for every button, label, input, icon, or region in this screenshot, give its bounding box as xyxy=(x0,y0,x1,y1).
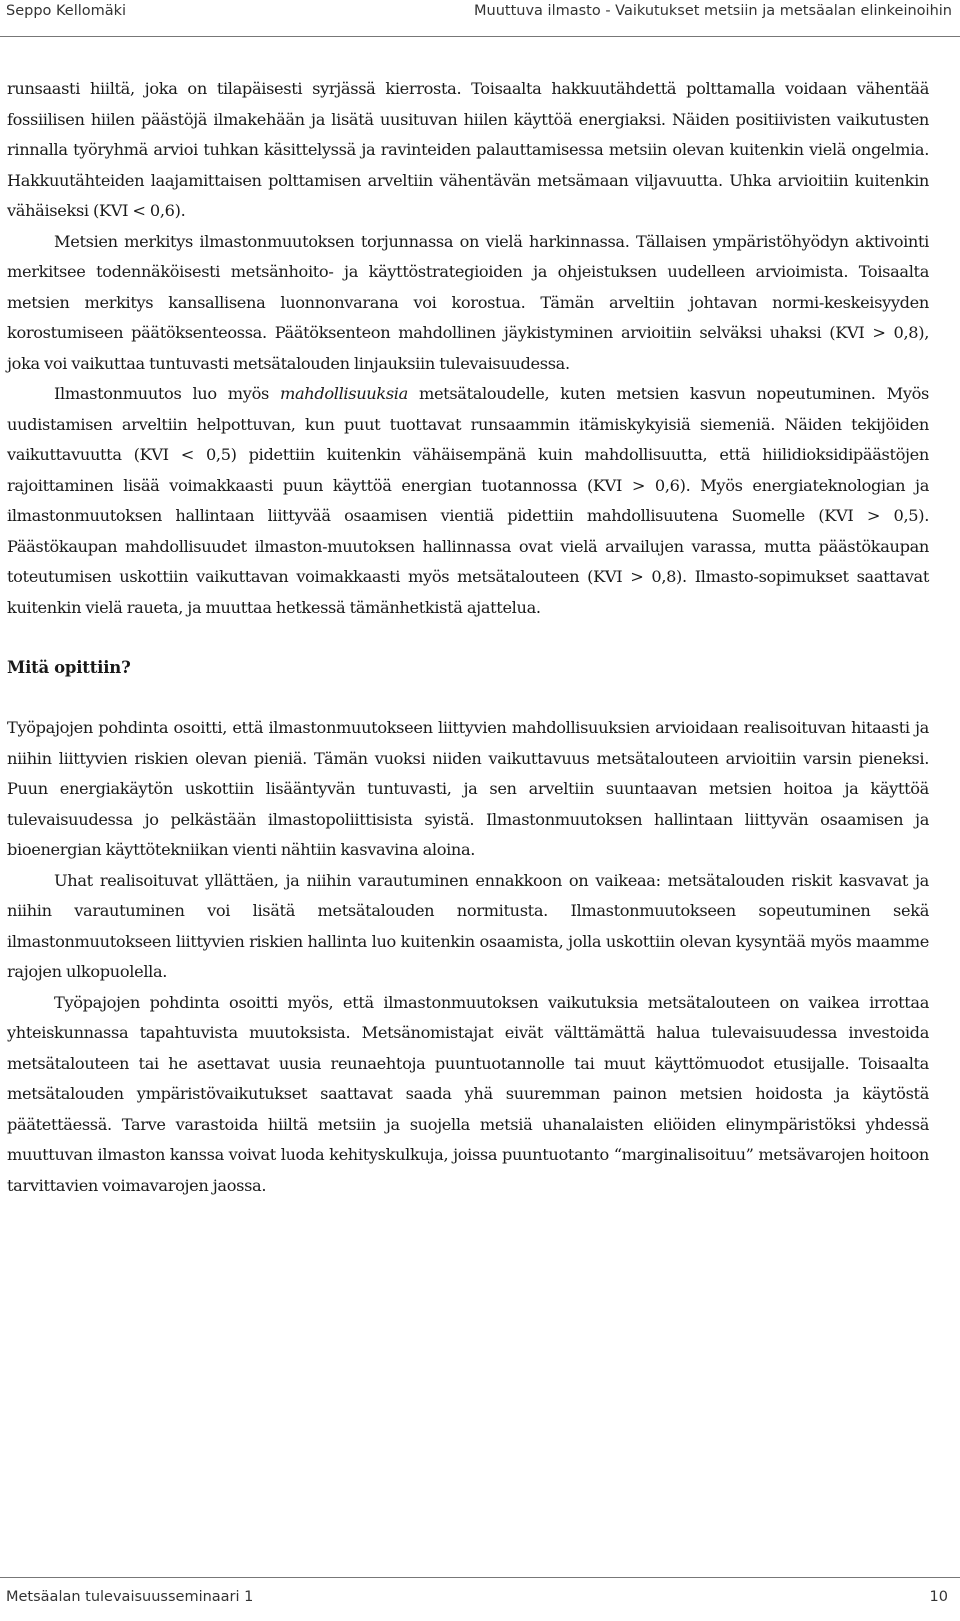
paragraph-6: Työpajojen pohdinta osoitti myös, että ilmastonmuutoksen vaikutuksia metsätalouteen on vaikea irrottaa yhteiskunnassa tapahtuvista muutoksista. Metsänomistajat eivät välttämättä halua tulevaisuudessa investoida metsätalouteen tai he asettavat uusia reunaehtoja puuntuotannolle tai muut käyttömuodot etusijalle. Toisaalta metsätalouden ympäristövaikutukset saattavat saada yhä suuremman painon metsien hoidosta ja käytöstä päätettäessä. Tarve varastoida hiiltä metsiin ja suojella metsiä uhanalaisten eliöiden elinympäristöksi yhdessä muuttuvan ilmaston kanssa voivat luoda kehityskulkuja, joissa puuntuotanto “marginalisoituu” metsävarojen hoitoon tarvittavien voimavarojen jaossa. xyxy=(7,992,929,1195)
paragraph-3 xyxy=(7,379,929,623)
page-number: 10 xyxy=(929,1589,948,1605)
page-header xyxy=(0,0,960,36)
header-author: Seppo Kellomäki xyxy=(6,3,127,19)
paragraph-2: Metsien merkitys ilmastonmuutoksen torjunnassa on vielä harkinnassa. Tällaisen ympäristöhyödyn aktivointi merkitsee todennäköisesti metsänhoito- ja käyttöstrategioiden ja ohjeistuksen uudelleen arvioimista. Toisaalta metsien merkitys kansallisena luonnonvarana voi korostua. Tämän arveltiin johtavan normi-keskeisyyden korostumiseen päätöksenteossa. Päätöksenteon mahdollinen jäykistyminen arvioitiin selväksi uhaksi (KVI > 0,8), joka voi vaikuttaa tuntuvasti metsätalouden linjauksiin tulevaisuudessa. xyxy=(7,231,929,373)
footer-series-title: Metsäalan tulevaisuusseminaari 1 xyxy=(6,1589,254,1605)
paragraph-3-start: Ilmastonmuutos luo myös xyxy=(54,384,280,403)
page-footer xyxy=(0,1577,960,1621)
header-divider xyxy=(0,36,960,37)
paragraph-3-rest: metsätaloudelle, kuten metsien kasvun nopeutuminen. Myös uudistamisen arveltiin helpottuvan, kun puut tuottavat runsaammin itämiskykyisiä siemeniä. Näiden tekijöiden vaikuttavuutta (KVI < 0,5) pidettiin kuitenkin vähäisempänä kuin mahdollisuutta, että hiilidioksidipäästöjen rajoittaminen lisää voimakkaasti puun käyttöä energian tuotannossa (KVI > 0,6). Myös energiateknologian ja ilmastonmuutoksen hallintaan liittyvää osaamisen vientiä pidettiin mahdollisuutena Suomelle (KVI > 0,5). Päästökaupan mahdollisuudet ilmaston-muutoksen hallinnassa ovat vielä arvailujen varassa, mutta päästökaupan toteutumisen uskottiin vaikuttavan voimakkaasti myös metsätalouteen (KVI > 0,8). Ilmasto-sopimukset saattavat kuitenkin vielä raueta, ja muuttaa hetkessä tämänhetkistä ajattelua. xyxy=(7,384,929,617)
header-document-title: Muuttuva ilmasto - Vaikutukset metsiin ja metsäalan elinkeinoihin xyxy=(474,3,952,19)
paragraph-4: Työpajojen pohdinta osoitti, että ilmastonmuutokseen liittyvien mahdollisuuksien arvioidaan realisoituvan hitaasti ja niihin liittyvien riskien olevan pieniä. Tämän vuoksi niiden vaikuttavuus metsätalouteen arvioitiin varsin pieneksi. Puun energiakäytön uskottiin lisääntyvän tuntuvasti, ja sen arveltiin suuntaavan metsien hoitoa ja käyttöä tulevaisuudessa jo pelkästään ilmastopoliittisista syistä. Ilmastonmuutoksen hallintaan liittyvän osaamisen ja bioenergian käyttötekniikan vienti nähtiin kasvavina aloina. xyxy=(7,718,929,859)
section-heading: Mitä opittiin? xyxy=(7,658,131,677)
paragraph-3-emphasis: mahdollisuuksia xyxy=(279,384,408,403)
main-content xyxy=(7,74,929,1201)
paragraph-5: Uhat realisoituvat yllättäen, ja niihin varautuminen ennakkoon on vaikeaa: metsätalouden riskit kasvavat ja niihin varautuminen voi lisätä metsätalouden normitusta. Ilmastonmuutokseen sopeutuminen sekä ilmastonmuutokseen liittyvien riskien hallinta luo kuitenkin osaamista, jolla uskottiin olevan kysyntää myös maamme rajojen ulkopuolella. xyxy=(7,870,929,981)
footer-divider xyxy=(0,1577,960,1578)
paragraph-1: runsaasti hiiltä, joka on tilapäisesti syrjässä kierrosta. Toisaalta hakkuutähdettä polttamalla voidaan vähentää fossiilisen hiilen päästöjä ilmakehään ja lisätä uusituvan hiilen käyttöä energiaksi. Näiden positiivisten vaikutusten rinnalla työryhmä arvioi tuhkan käsittelyssä ja ravinteiden palauttamisessa metsiin olevan kuitenkin vielä ongelmia. Hakkuutähteiden laajamittaisen polttamisen arveltiin vähentävän metsämaan viljavuutta. Uhka arvioitiin kuitenkin vähäiseksi (KVI < 0,6). xyxy=(7,79,929,220)
